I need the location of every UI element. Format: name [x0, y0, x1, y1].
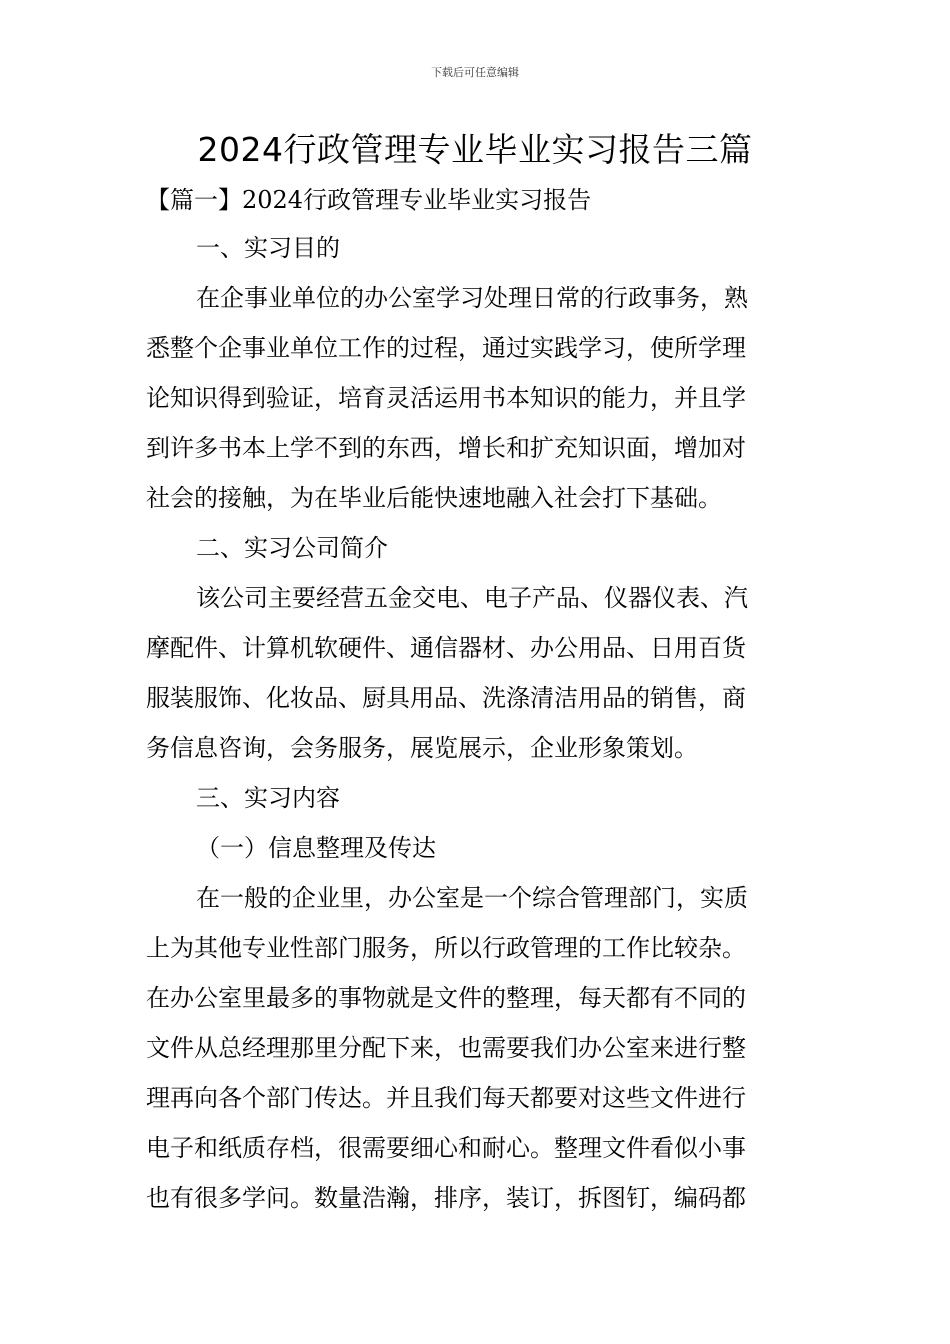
paragraph-line: 到许多书本上学不到的东西，增长和扩充知识面，增加对 [146, 434, 746, 462]
paragraph-line: 该公司主要经营五金交电、电子产品、仪器仪表、汽 [196, 584, 748, 612]
paragraph-line: 电子和纸质存档，很需要细心和耐心。整理文件看似小事 [146, 1134, 746, 1162]
paragraph-line: 悉整个企事业单位工作的过程，通过实践学习，使所学理 [146, 334, 746, 362]
heading-company: 二、实习公司简介 [196, 534, 388, 562]
paragraph-line: 文件从总经理那里分配下来，也需要我们办公室来进行整 [146, 1034, 746, 1062]
paragraph-line: 在企事业单位的办公室学习处理日常的行政事务，熟 [196, 284, 748, 312]
paragraph-line: 理再向各个部门传达。并且我们每天都要对这些文件进行 [146, 1084, 746, 1112]
paragraph-line: 务信息咨询，会务服务，展览展示，企业形象策划。 [146, 734, 698, 762]
heading-content: 三、实习内容 [196, 784, 340, 812]
heading-purpose: 一、实习目的 [196, 234, 340, 262]
paragraph-line: 论知识得到验证，培育灵活运用书本知识的能力，并且学 [146, 384, 746, 412]
subheading-info: （一）信息整理及传达 [196, 834, 436, 862]
paragraph-line: 摩配件、计算机软硬件、通信器材、办公用品、日用百货 [146, 634, 746, 662]
paragraph-line: 在一般的企业里，办公室是一个综合管理部门，实质 [196, 884, 748, 912]
page-header-note: 下载后可任意编辑 [431, 66, 519, 79]
document-title: 2024行政管理专业毕业实习报告三篇 [197, 130, 753, 169]
paragraph-line: 社会的接触，为在毕业后能快速地融入社会打下基础。 [146, 484, 722, 512]
paragraph-line: 在办公室里最多的事物就是文件的整理，每天都有不同的 [146, 984, 746, 1012]
paragraph-line: 也有很多学问。数量浩瀚，排序，装订，拆图钉，编码都 [146, 1184, 746, 1212]
paragraph-line: 上为其他专业性部门服务，所以行政管理的工作比较杂。 [146, 934, 746, 962]
section-heading: 【篇一】2024行政管理专业毕业实习报告 [146, 186, 592, 214]
paragraph-line: 服装服饰、化妆品、厨具用品、洗涤清洁用品的销售，商 [146, 684, 746, 712]
